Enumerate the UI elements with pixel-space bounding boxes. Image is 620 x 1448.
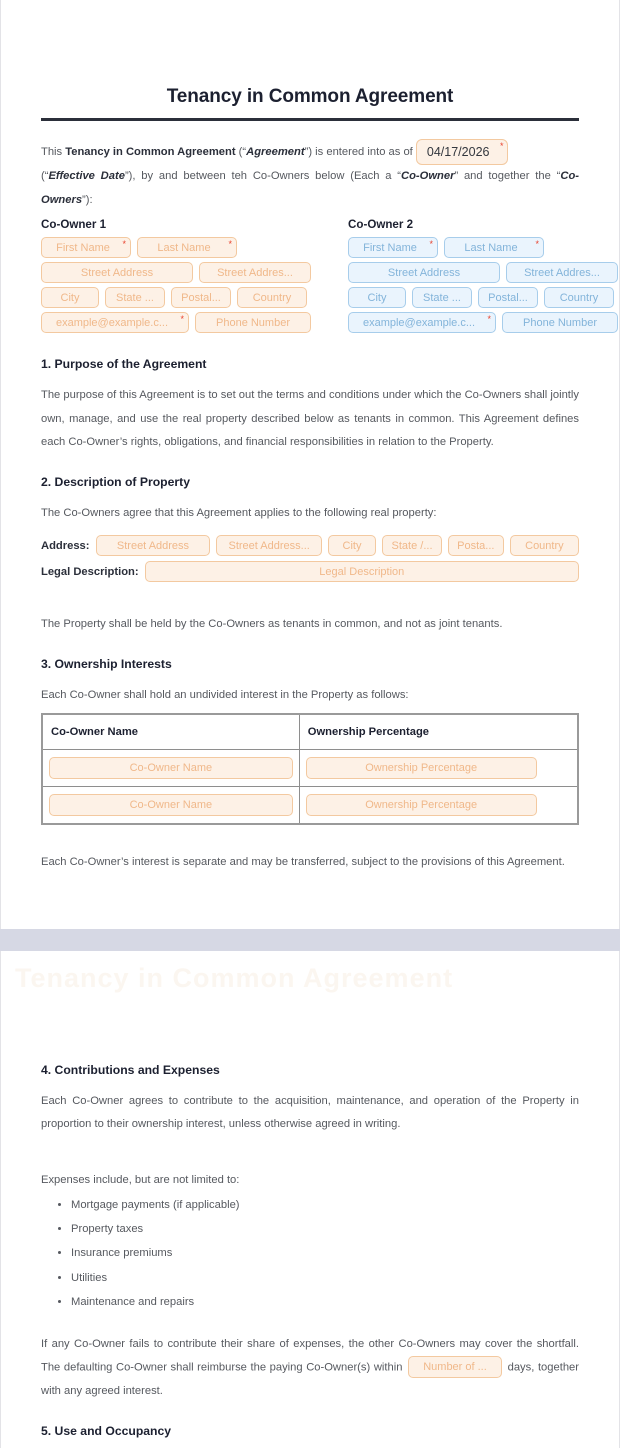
co-owner-1-heading: Co-Owner 1 bbox=[41, 218, 107, 232]
intro-text-4: (“ bbox=[41, 170, 49, 182]
section-4-paragraph-2 bbox=[41, 1333, 579, 1404]
document-page-2 bbox=[0, 951, 620, 1448]
co-owner-2-last-name-input[interactable] bbox=[444, 237, 544, 258]
list-item: • Property taxes bbox=[71, 1222, 579, 1237]
co-owner-2-first-name-input[interactable] bbox=[348, 237, 438, 258]
co-owner-1-first-name-placeholder: First Name bbox=[56, 241, 110, 254]
reimbursement-days-input[interactable]: Number of ... bbox=[408, 1356, 502, 1378]
spacer bbox=[41, 587, 579, 613]
spacer bbox=[41, 1319, 579, 1333]
page-title: Tenancy in Common Agreement bbox=[166, 86, 454, 107]
co-owner-1-last-name-input[interactable] bbox=[137, 237, 237, 258]
effective-date-input[interactable] bbox=[416, 139, 509, 165]
table-cell-percentage-2 bbox=[299, 787, 578, 825]
co-owner-1-block bbox=[41, 218, 311, 337]
intro-agreement-defined-term: Agreement bbox=[246, 145, 305, 158]
intro-text-5: ”), by and between teh Co-Owners below (Each a “ bbox=[124, 170, 401, 182]
section-2-intro: The Co-Owners agree that this Agreement applies to the following real property: bbox=[41, 506, 437, 519]
list-item: • Maintenance and repairs bbox=[71, 1295, 579, 1310]
section-1-paragraph: The purpose of this Agreement is to set out the terms and conditions under which the Co-Owners shall jointly own, manage, and use the real property described below as tenants in common. This Agreement defines each Co-Owner’s rights, obligations, and financial responsibilities in relation to the Property. bbox=[41, 389, 579, 449]
co-owners-section bbox=[41, 218, 600, 337]
page-watermark: Tenancy in Common Agreement bbox=[15, 962, 454, 993]
section-1-heading: 1. Purpose of the Agreement bbox=[41, 357, 207, 372]
section-2-closing: The Property shall be held by the Co-Owners as tenants in common, and not as joint tenants. bbox=[41, 618, 503, 631]
co-owner-1-street-row bbox=[41, 262, 311, 283]
ownership-interests-table bbox=[41, 713, 579, 825]
title-divider bbox=[41, 118, 579, 121]
table-row bbox=[42, 750, 578, 787]
co-owner-1-name-row bbox=[41, 237, 311, 258]
co-owner-2-country-input[interactable]: Country bbox=[544, 287, 614, 308]
co-owner-1-last-name-placeholder: Last Name bbox=[157, 241, 211, 254]
co-owner-1-postal-input[interactable]: Postal... bbox=[171, 287, 231, 308]
table-co-owner-name-input-1[interactable]: Co-Owner Name bbox=[49, 757, 293, 779]
spacer bbox=[41, 1143, 579, 1169]
table-cell-name-2 bbox=[42, 787, 299, 825]
table-header-cell-name bbox=[42, 714, 299, 750]
property-street-address-2-input[interactable]: Street Address... bbox=[216, 535, 321, 556]
co-owner-2-street-address-1-input[interactable]: Street Address bbox=[348, 262, 500, 283]
section-2-heading: 2. Description of Property bbox=[41, 474, 190, 489]
list-item: • Utilities bbox=[71, 1271, 579, 1286]
table-ownership-percentage-input-2[interactable]: Ownership Percentage bbox=[306, 794, 537, 816]
section-4-list-intro: Expenses include, but are not limited to: bbox=[41, 1173, 240, 1186]
days-field-wrap bbox=[408, 1356, 502, 1380]
cell-field-wrap bbox=[49, 794, 293, 816]
address-label: Address: bbox=[41, 539, 90, 552]
expenses-list bbox=[41, 1198, 579, 1310]
section-4-paragraph-1: Each Co-Owner agrees to contribute to the acquisition, maintenance, and operation of the Property in proportion to their ownership interest, unless otherwise agreed in writing. bbox=[41, 1094, 579, 1131]
co-owner-2-email-input[interactable] bbox=[348, 312, 496, 333]
intro-text-3: ”) is entered into as of bbox=[304, 145, 416, 158]
table-co-owner-name-input-2[interactable]: Co-Owner Name bbox=[49, 794, 293, 816]
co-owner-1-country-input[interactable]: Country bbox=[237, 287, 307, 308]
table-cell-name-1 bbox=[42, 750, 299, 787]
co-owner-1-contact-row bbox=[41, 312, 311, 333]
co-owner-1-street-address-1-input[interactable]: Street Address bbox=[41, 262, 193, 283]
section-4-paragraph-2-before: If any Co-Owner fails to contribute their share of expenses, the other Co-Owners may cover the shortfall. The defaulting Co-Owner shall reimburse the paying Co-Owner(s) within bbox=[41, 1337, 579, 1374]
co-owner-2-contact-row bbox=[348, 312, 618, 333]
co-owner-2-street-row bbox=[348, 262, 618, 283]
intro-agreement-name: Tenancy in Common Agreement bbox=[65, 145, 236, 158]
table-cell-percentage-1 bbox=[299, 750, 578, 787]
effective-date-value: 04/17/2026 bbox=[426, 144, 490, 159]
table-ownership-percentage-input-1[interactable]: Ownership Percentage bbox=[306, 757, 537, 779]
co-owner-2-email-placeholder: example@example.c... bbox=[362, 316, 476, 329]
required-asterisk-icon: * bbox=[228, 239, 232, 250]
intro-text-1: This bbox=[41, 145, 66, 158]
section-3-intro: Each Co-Owner shall hold an undivided interest in the Property as follows: bbox=[41, 688, 409, 701]
table-row bbox=[42, 787, 578, 825]
co-owner-1-email-input[interactable] bbox=[41, 312, 189, 333]
intro-coowners-term: Co-Owners bbox=[41, 170, 579, 206]
co-owner-1-locality-row bbox=[41, 287, 311, 308]
property-city-input[interactable]: City bbox=[328, 535, 376, 556]
cell-field-wrap bbox=[306, 757, 571, 779]
required-asterisk-icon: * bbox=[429, 239, 433, 250]
co-owner-1-first-name-input[interactable] bbox=[41, 237, 131, 258]
section-5-heading: 5. Use and Occupancy bbox=[41, 1424, 172, 1438]
list-item: • Insurance premiums bbox=[71, 1246, 579, 1261]
spacer bbox=[41, 1001, 579, 1043]
table-header-row bbox=[42, 714, 578, 750]
legal-description-row bbox=[41, 561, 579, 582]
co-owner-2-last-name-placeholder: Last Name bbox=[464, 241, 518, 254]
section-4-paragraph-2-after: days, together with any agreed interest. bbox=[41, 1361, 579, 1398]
property-postal-input[interactable]: Posta... bbox=[448, 535, 504, 556]
required-asterisk-icon: * bbox=[499, 141, 504, 151]
legal-description-label: Legal Description: bbox=[41, 565, 139, 578]
co-owner-2-name-row bbox=[348, 237, 618, 258]
co-owner-2-street-address-2-input[interactable]: Street Addres... bbox=[506, 262, 618, 283]
intro-text-2: (“ bbox=[235, 145, 247, 158]
required-asterisk-icon: * bbox=[180, 314, 184, 325]
co-owner-2-block bbox=[348, 218, 618, 337]
co-owner-1-phone-input[interactable]: Phone Number bbox=[195, 312, 311, 333]
co-owner-1-street-address-2-input[interactable]: Street Addres... bbox=[199, 262, 311, 283]
cell-field-wrap bbox=[306, 794, 571, 816]
cell-field-wrap bbox=[49, 757, 293, 779]
intro-paragraph bbox=[41, 139, 579, 212]
co-owner-1-email-placeholder: example@example.c... bbox=[55, 316, 169, 329]
column-header-co-owner-name: Co-Owner Name bbox=[51, 726, 139, 739]
co-owner-2-heading: Co-Owner 2 bbox=[348, 218, 414, 232]
intro-effective-date-term: Effective Date bbox=[48, 170, 125, 182]
property-street-address-1-input[interactable]: Street Address bbox=[96, 535, 211, 556]
property-state-input[interactable]: State /... bbox=[382, 535, 442, 556]
co-owner-2-phone-input[interactable]: Phone Number bbox=[502, 312, 618, 333]
legal-description-input[interactable]: Legal Description bbox=[145, 561, 579, 582]
required-asterisk-icon: * bbox=[487, 314, 491, 325]
property-country-input[interactable]: Country bbox=[510, 535, 579, 556]
list-item: • Mortgage payments (if applicable) bbox=[71, 1198, 579, 1213]
co-owner-2-state-input[interactable]: State ... bbox=[412, 287, 472, 308]
property-address-row bbox=[41, 535, 579, 556]
required-asterisk-icon: * bbox=[122, 239, 126, 250]
required-asterisk-icon: * bbox=[535, 239, 539, 250]
co-owner-2-city-input[interactable]: City bbox=[348, 287, 406, 308]
intro-coowner-term: Co-Owner bbox=[400, 170, 455, 182]
co-owner-2-first-name-placeholder: First Name bbox=[363, 241, 417, 254]
column-header-ownership-percentage: Ownership Percentage bbox=[307, 726, 430, 739]
intro-text-6: ” and together the “ bbox=[454, 170, 561, 182]
intro-text-7: ”): bbox=[82, 193, 93, 206]
section-3-heading: 3. Ownership Interests bbox=[41, 656, 172, 671]
co-owner-1-city-input[interactable]: City bbox=[41, 287, 99, 308]
co-owner-1-state-input[interactable]: State ... bbox=[105, 287, 165, 308]
section-4-heading: 4. Contributions and Expenses bbox=[41, 1062, 220, 1077]
co-owner-2-locality-row bbox=[348, 287, 618, 308]
co-owner-2-postal-input[interactable]: Postal... bbox=[478, 287, 538, 308]
table-header-cell-percentage bbox=[299, 714, 578, 750]
page-break-separator bbox=[0, 929, 620, 951]
spacer bbox=[41, 825, 579, 851]
section-3-closing: Each Co-Owner’s interest is separate and may be transferred, subject to the provisions of this Agreement. bbox=[41, 856, 565, 869]
